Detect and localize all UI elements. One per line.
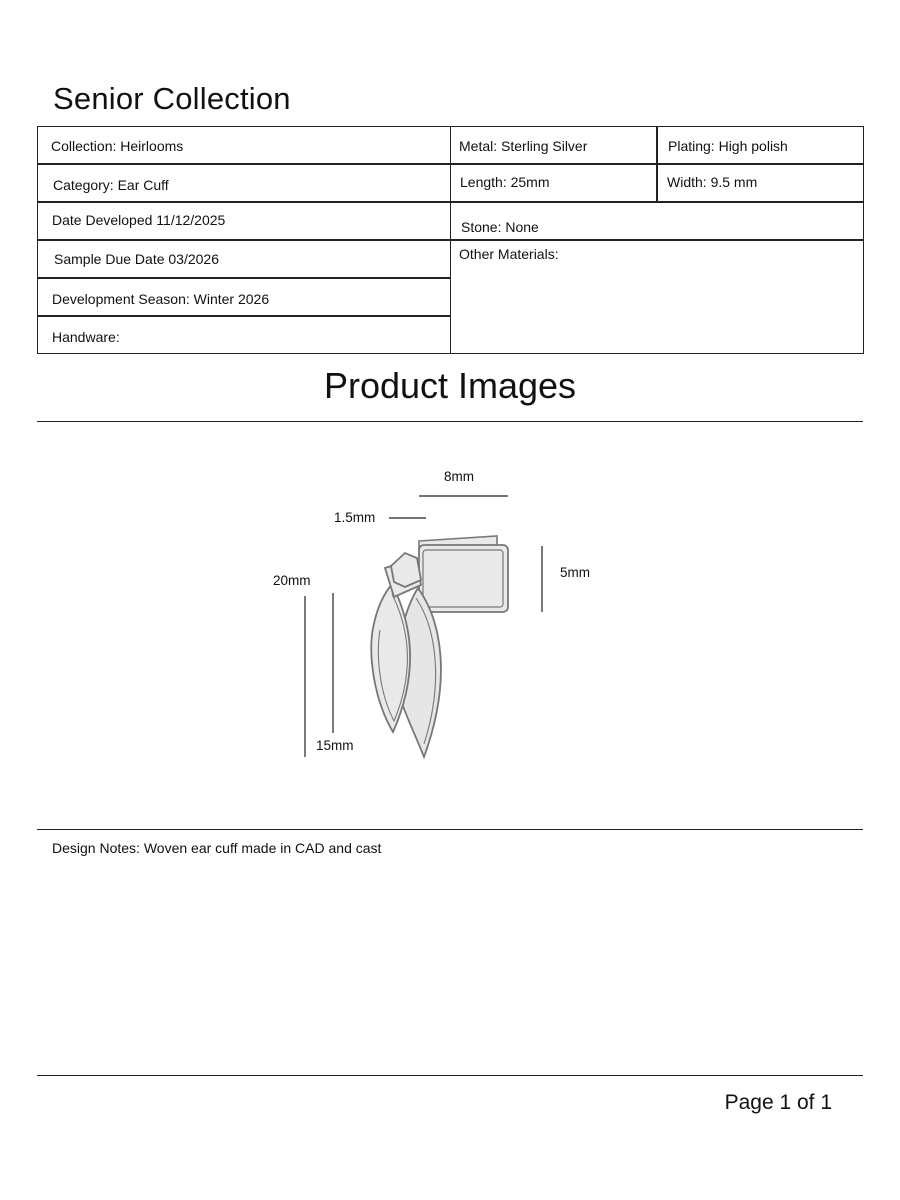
- spec-length: [450, 163, 658, 203]
- spec-stone-text: Stone: None: [461, 219, 539, 235]
- spec-metal: [450, 126, 658, 165]
- divider-top: [37, 421, 863, 422]
- divider-footer: [37, 1075, 863, 1076]
- spec-category-text: Category: Ear Cuff: [53, 177, 169, 193]
- spec-plating-text: Plating: High polish: [668, 138, 788, 154]
- spec-stone: [450, 201, 864, 241]
- spec-date-developed: [37, 201, 451, 241]
- spec-collection-text: Collection: Heirlooms: [51, 138, 184, 154]
- spec-other-materials-text: Other Materials:: [459, 246, 559, 262]
- page-number: Page 1 of 1: [724, 1091, 832, 1114]
- spec-hardware-text: Handware:: [52, 329, 120, 345]
- cuff-band: [419, 536, 508, 612]
- page-title: Senior Collection: [53, 81, 291, 116]
- spec-sample-due-text: Sample Due Date 03/2026: [54, 251, 219, 267]
- spec-hardware: [37, 315, 451, 354]
- spec-collection: [37, 126, 451, 165]
- spec-other-materials: [450, 239, 864, 354]
- dim-label-tail: 15mm: [316, 738, 354, 753]
- dim-label-width: 8mm: [444, 469, 474, 484]
- spec-length-text: Length: 25mm: [460, 174, 550, 190]
- dim-label-height: 5mm: [560, 565, 590, 580]
- spec-season-text: Development Season: Winter 2026: [52, 291, 270, 307]
- spec-plating: [656, 126, 864, 165]
- design-notes: Design Notes: Woven ear cuff made in CAD and cast: [52, 840, 382, 856]
- spec-width-text: Width: 9.5 mm: [667, 174, 758, 190]
- spec-date-developed-text: Date Developed 11/12/2025: [52, 212, 226, 228]
- spec-season: [37, 277, 451, 317]
- spec-width: [656, 163, 864, 203]
- spec-metal-text: Metal: Sterling Silver: [459, 138, 588, 154]
- dim-label-total: 20mm: [273, 573, 311, 588]
- divider-notes: [37, 829, 863, 830]
- dim-label-thickness: 1.5mm: [334, 510, 376, 525]
- ear-cuff-drawing: [0, 430, 900, 820]
- spec-category: [37, 163, 451, 203]
- knot-top: [391, 553, 421, 587]
- product-images-title: Product Images: [323, 365, 577, 406]
- spec-sample-due: [37, 239, 451, 279]
